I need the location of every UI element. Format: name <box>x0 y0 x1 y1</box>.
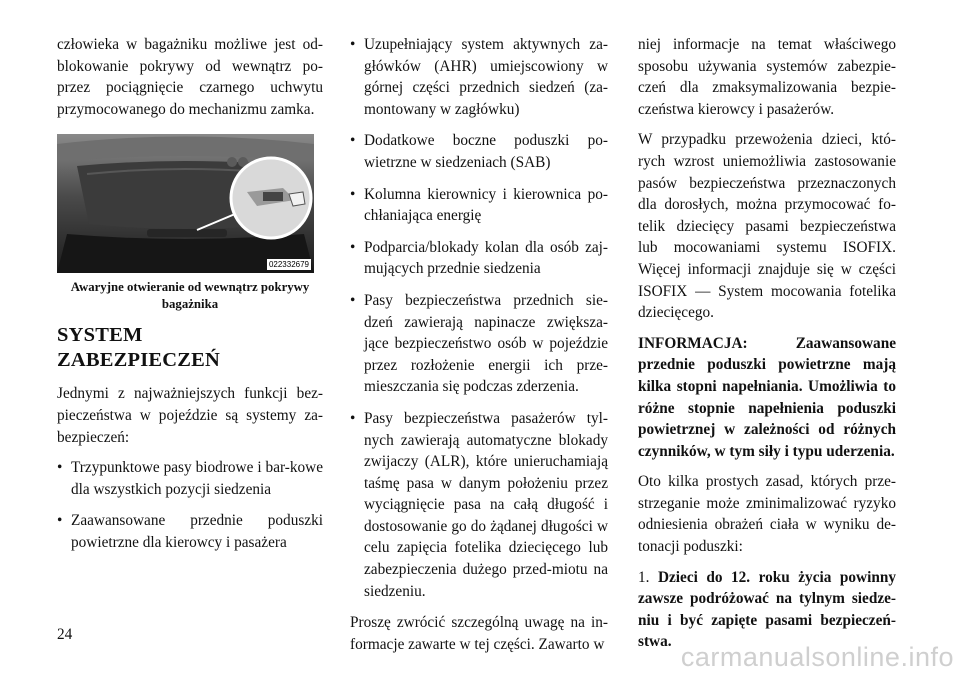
bullet-list-left <box>57 457 323 553</box>
watermark: carmanualsonline.info <box>680 642 954 672</box>
rule-number: 1. <box>638 568 650 586</box>
column-right <box>638 34 896 662</box>
figure-code: 022332679 <box>268 260 309 270</box>
bullet-list-middle <box>350 34 608 602</box>
section-heading <box>57 323 323 373</box>
rule-text: Dzieci do 12. roku życia powinny zawsze podróżować na tylnym siedze-niu i być zapięte pasami bezpieczeń-stwa. <box>638 568 896 651</box>
heading-line-1: SYSTEM <box>57 324 143 347</box>
list-item: • Trzypunktowe pasy biodrowe i bar-kowe dla wszystkich pozycji siedzenia <box>57 457 323 500</box>
trunk-release-figure <box>57 134 314 273</box>
attention-paragraph: Proszę zwrócić szczególną uwagę na in-formacje zawarte w tej części. Zawarto w <box>350 614 608 653</box>
continuation-paragraph: niej informacje na temat właściwego sposobu używania systemów zabezpie-czeń dla zmaksymalizowania bezpie-czeństwa kierowcy i pasażerów. <box>638 36 896 118</box>
list-item: • Kolumna kierownicy i kierownica po-chłaniająca energię <box>350 184 608 227</box>
rule-item <box>638 567 896 653</box>
list-item: • Podparcia/blokady kolan dla osób zaj-mujących przednie siedzenia <box>350 237 608 280</box>
heading-line-2: ZABEZPIECZEŃ <box>57 349 221 372</box>
list-item: • Zaawansowane przednie poduszki powietrzne dla kierowcy i pasażera <box>57 510 323 553</box>
column-middle <box>350 34 608 664</box>
column-left <box>57 34 323 564</box>
list-item: • Uzupełniający system aktywnych za-główków (AHR) umiejscowiony w górnej części przednich siedzeń (za-montowany w zagłówku) <box>350 34 608 120</box>
page-number: 24 <box>57 626 73 643</box>
intro-paragraph: człowieka w bagażniku możliwe jest od-blokowanie pokrywy od wewnątrz po-przez pociągnięcie czarnego uchwytu przymocowanego do mechanizmu zamka. <box>57 36 323 118</box>
figure-caption: Awaryjne otwieranie od wewnątrz pokrywy bagażnika <box>70 280 310 312</box>
list-item: • Pasy bezpieczeństwa pasażerów tyl-nych zawierają automatyczne blokady zwijaczy (ALR), które unieruchamiają taśmę pasa w danym położeniu przez wyciągnięcie pasa na całą długość i dostosowanie go do żądanej długości w celu zapięcia fotelika dziecięcego lub zabezpieczenia dużego przed-miotu na siedzeniu. <box>350 408 608 602</box>
rules-paragraph: Oto kilka prostych zasad, których prze-strzeganie może zminimalizować ryzyko odniesienia obrażeń ciała w wyniku de-tonacji poduszki: <box>638 473 896 556</box>
children-paragraph: W przypadku przewożenia dzieci, któ-rych wzrost uniemożliwia zastosowanie pasów bezpieczeństwa przeznaczonych dla dorosłych, można przymocować fo-telik dziecięcy pasami bezpieczeństwa lub mocowaniami systemu ISOFIX. Więcej informacji znajduje się w części ISOFIX — System mocowania fotelika dziecięcego. <box>638 131 896 322</box>
info-note: INFORMACJA: Zaawansowane przednie poduszki powietrzne mają kilka stopni napełniania. Umożliwia to różne stopnie napełnienia poduszki powietrznej w zależności od różnych czynników, w tym siły i typu uderzenia. <box>638 334 896 460</box>
trunk-interior-illustration <box>57 134 314 273</box>
list-item: • Pasy bezpieczeństwa przednich sie-dzeń zawierają napinacze zwiększa-jące bezpieczeństwo osób w pojeździe przez rozłożenie energii ich prze-mieszczania się podczas zderzenia. <box>350 290 608 398</box>
list-item: • Dodatkowe boczne poduszki po-wietrzne w siedzeniach (SAB) <box>350 130 608 173</box>
systems-paragraph: Jednymi z najważniejszych funkcji bez-pieczeństwa w pojeździe są systemy za-bezpieczeń: <box>57 385 323 446</box>
